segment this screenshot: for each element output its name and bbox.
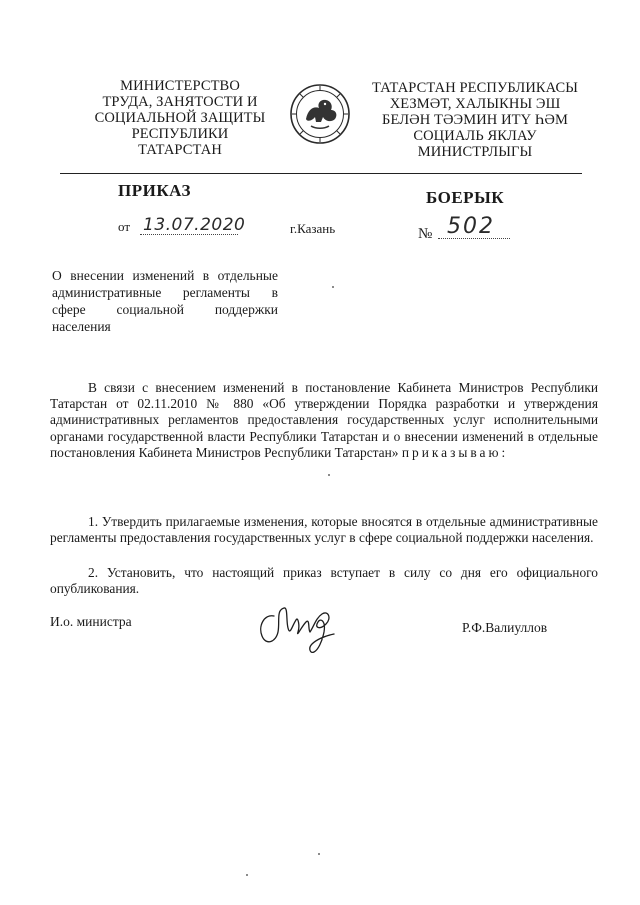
doc-subject: О внесении изменений в отдельные административные регламенты в сфере социальной поддержки населения <box>52 268 278 334</box>
doc-city: г.Казань <box>290 221 336 236</box>
preamble-paragraph <box>50 380 598 461</box>
org-ru-line: МИНИСТЕРСТВО <box>120 78 240 94</box>
scan-speck <box>318 853 320 855</box>
doc-number: 502 <box>447 214 495 239</box>
order-item-1: 1. Утвердить прилагаемые изменения, которые вносятся в отдельные административные регламенты предоставления государственных услуг в сфере социальной поддержки населения. <box>50 514 598 546</box>
org-name-tt <box>355 80 595 160</box>
org-ru-line: РЕСПУБЛИКИ <box>131 126 229 142</box>
signatory-position: И.о. министра <box>50 614 132 629</box>
preamble-text: В связи с внесением изменений в постановление Кабинета Министров Республики Татарстан от 02.11.2010 № 880 «Об утверждении Порядка разработки и утверждения административных регламентов предоставления государственных услуг исполнительными органами государственной власти Республики Татарстан и о внесении изменений в отдельные постановления Кабинета Министров Республики Татарстан» <box>50 380 598 460</box>
org-tt-line: СОЦИАЛЬ ЯКЛАУ <box>413 128 537 144</box>
org-tt-line: МИНИСТРЛЫГЫ <box>417 144 533 160</box>
scan-speck <box>328 474 330 476</box>
org-ru-line: ТАТАРСТАН <box>138 142 222 158</box>
doc-title-tt: БОЕРЫК <box>426 188 505 207</box>
doc-date: 13.07.2020 <box>143 215 246 235</box>
number-prefix: № <box>418 226 433 242</box>
org-tt-line: ТАТАРСТАН РЕСПУБЛИКАСЫ <box>371 80 579 96</box>
org-tt-line: ХЕЗМӘТ, ХАЛЫКНЫ ЭШ <box>389 96 561 112</box>
scan-speck <box>332 286 334 288</box>
org-tt-line: БЕЛӘН ТӘЭМИН ИТҮ ҺӘМ <box>382 112 568 128</box>
order-word: приказываю: <box>401 444 509 460</box>
order-item-2: 2. Установить, что настоящий приказ вступает в силу со дня его официального опубликования. <box>50 565 598 597</box>
org-ru-line: СОЦИАЛЬНОЙ ЗАЩИТЫ <box>94 110 266 126</box>
tatarstan-emblem-icon <box>288 82 352 146</box>
handwritten-signature <box>252 596 348 656</box>
signatory-name: Р.Ф.Валиуллов <box>462 620 548 635</box>
date-prefix: от <box>118 219 131 234</box>
header-divider <box>60 173 582 174</box>
doc-title-ru: ПРИКАЗ <box>118 181 191 200</box>
org-name-ru <box>70 78 290 158</box>
scan-speck <box>246 874 248 876</box>
org-ru-line: ТРУДА, ЗАНЯТОСТИ И <box>102 94 258 110</box>
